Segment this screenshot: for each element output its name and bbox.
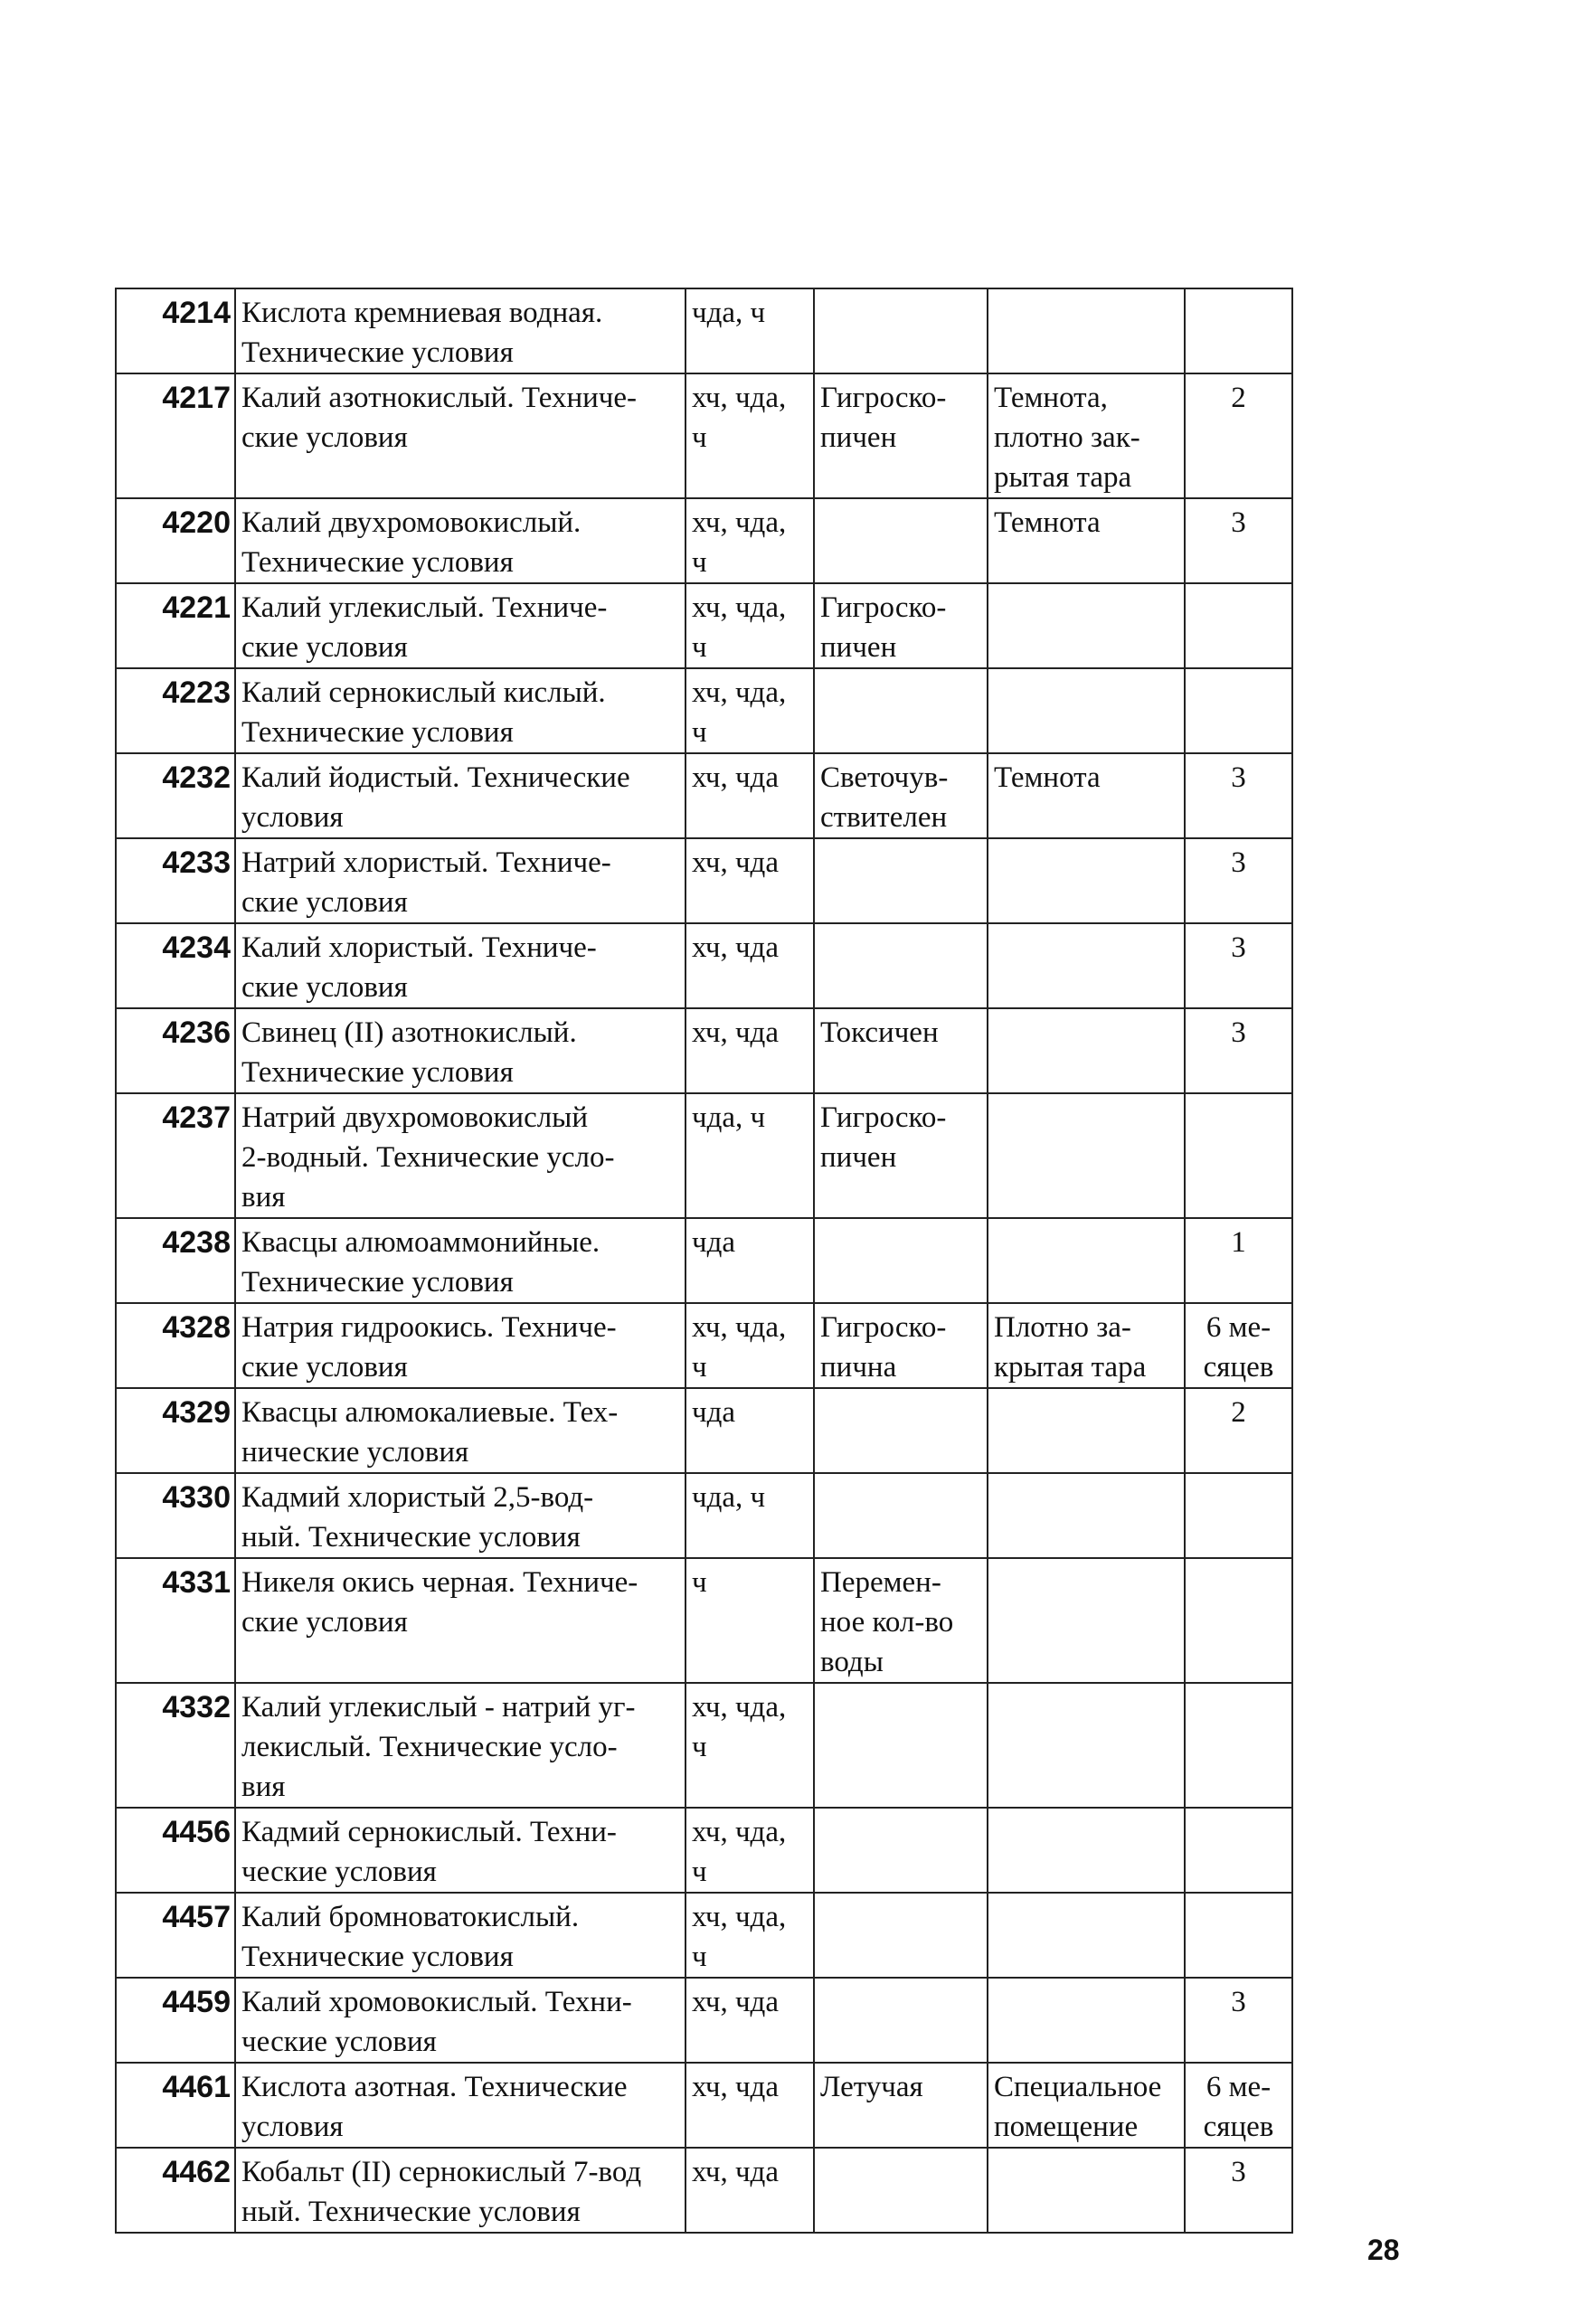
- row-name: Калий бромноватокислый. Технические условия: [235, 1893, 685, 1978]
- row-property: Летучая: [814, 2063, 988, 2148]
- row-conditions: [988, 2148, 1185, 2233]
- row-code: 4238: [116, 1218, 235, 1303]
- row-name: Кобальт (II) сернокислый 7-вод ный. Технические условия: [235, 2148, 685, 2233]
- table-row: [116, 583, 1292, 668]
- table-row: [116, 1893, 1292, 1978]
- row-code: 4331: [116, 1558, 235, 1683]
- row-conditions: [988, 1808, 1185, 1893]
- row-code: 4221: [116, 583, 235, 668]
- row-conditions: [988, 1218, 1185, 1303]
- row-grade: чда, ч: [685, 288, 814, 373]
- row-grade: хч, чда, ч: [685, 498, 814, 583]
- row-term: [1185, 1808, 1292, 1893]
- row-conditions: Плотно за- крытая тара: [988, 1303, 1185, 1388]
- table-row: [116, 1388, 1292, 1473]
- row-conditions: [988, 1978, 1185, 2063]
- row-grade: хч, чда, ч: [685, 583, 814, 668]
- row-term: 3: [1185, 753, 1292, 838]
- row-grade: чда, ч: [685, 1473, 814, 1558]
- row-term: [1185, 1893, 1292, 1978]
- row-name: Калий хлористый. Техниче- ские условия: [235, 923, 685, 1008]
- page-number: 28: [1367, 2234, 1400, 2266]
- row-name: Никеля окись черная. Техниче- ские условия: [235, 1558, 685, 1683]
- row-conditions: [988, 923, 1185, 1008]
- row-grade: хч, чда: [685, 2063, 814, 2148]
- row-code: 4332: [116, 1683, 235, 1808]
- row-property: Гигроско- пичен: [814, 583, 988, 668]
- row-property: [814, 923, 988, 1008]
- table-row: [116, 838, 1292, 923]
- row-term: 3: [1185, 1008, 1292, 1093]
- row-term: 3: [1185, 923, 1292, 1008]
- row-term: [1185, 1473, 1292, 1558]
- row-term: 6 ме- сяцев: [1185, 1303, 1292, 1388]
- row-name: Калий сернокислый кислый. Технические условия: [235, 668, 685, 753]
- row-grade: хч, чда: [685, 923, 814, 1008]
- row-name: Калий двухромовокислый. Технические условия: [235, 498, 685, 583]
- row-property: Перемен- ное кол-во воды: [814, 1558, 988, 1683]
- row-code: 4456: [116, 1808, 235, 1893]
- row-grade: чда: [685, 1218, 814, 1303]
- table-row: [116, 753, 1292, 838]
- table-row: [116, 2148, 1292, 2233]
- row-property: [814, 1808, 988, 1893]
- row-name: Свинец (II) азотнокислый. Технические условия: [235, 1008, 685, 1093]
- row-code: 4236: [116, 1008, 235, 1093]
- row-name: Кислота азотная. Технические условия: [235, 2063, 685, 2148]
- standards-table-body: [116, 288, 1292, 2233]
- row-name: Калий хромовокислый. Техни- ческие условия: [235, 1978, 685, 2063]
- row-property: [814, 1893, 988, 1978]
- row-property: Гигроско- пичен: [814, 1093, 988, 1218]
- row-conditions: Темнота, плотно зак- рытая тара: [988, 373, 1185, 498]
- row-code: 4220: [116, 498, 235, 583]
- row-name: Калий углекислый - натрий уг- лекислый. Технические усло- вия: [235, 1683, 685, 1808]
- row-name: Квасцы алюмоаммонийные. Технические условия: [235, 1218, 685, 1303]
- row-conditions: Темнота: [988, 498, 1185, 583]
- row-term: [1185, 583, 1292, 668]
- row-code: 4234: [116, 923, 235, 1008]
- row-property: Светочув- ствителен: [814, 753, 988, 838]
- row-term: [1185, 1683, 1292, 1808]
- row-grade: хч, чда: [685, 753, 814, 838]
- row-grade: хч, чда, ч: [685, 1303, 814, 1388]
- row-grade: хч, чда: [685, 2148, 814, 2233]
- row-property: [814, 2148, 988, 2233]
- row-name: Натрий хлористый. Техниче- ские условия: [235, 838, 685, 923]
- table-row: [116, 1808, 1292, 1893]
- row-conditions: [988, 1008, 1185, 1093]
- standards-table: [115, 288, 1293, 2234]
- row-grade: ч: [685, 1558, 814, 1683]
- row-term: 3: [1185, 2148, 1292, 2233]
- table-row: [116, 668, 1292, 753]
- row-name: Калий йодистый. Технические условия: [235, 753, 685, 838]
- row-grade: хч, чда: [685, 1008, 814, 1093]
- row-property: [814, 1388, 988, 1473]
- row-code: 4330: [116, 1473, 235, 1558]
- row-grade: чда: [685, 1388, 814, 1473]
- row-code: 4329: [116, 1388, 235, 1473]
- row-code: 4457: [116, 1893, 235, 1978]
- row-grade: хч, чда, ч: [685, 1683, 814, 1808]
- row-property: [814, 838, 988, 923]
- row-code: 4328: [116, 1303, 235, 1388]
- row-code: 4214: [116, 288, 235, 373]
- row-grade: хч, чда, ч: [685, 1808, 814, 1893]
- table-row: [116, 1218, 1292, 1303]
- row-conditions: [988, 1683, 1185, 1808]
- row-property: [814, 1218, 988, 1303]
- row-grade: хч, чда: [685, 838, 814, 923]
- row-property: [814, 498, 988, 583]
- row-term: 3: [1185, 838, 1292, 923]
- row-code: 4237: [116, 1093, 235, 1218]
- table-row: [116, 1473, 1292, 1558]
- row-term: 1: [1185, 1218, 1292, 1303]
- row-conditions: [988, 1893, 1185, 1978]
- row-property: Токсичен: [814, 1008, 988, 1093]
- row-term: [1185, 1093, 1292, 1218]
- row-term: 2: [1185, 373, 1292, 498]
- row-property: [814, 1473, 988, 1558]
- row-conditions: [988, 1558, 1185, 1683]
- row-grade: хч, чда, ч: [685, 1893, 814, 1978]
- row-name: Кислота кремниевая водная. Технические условия: [235, 288, 685, 373]
- row-code: 4461: [116, 2063, 235, 2148]
- row-conditions: [988, 838, 1185, 923]
- row-code: 4232: [116, 753, 235, 838]
- row-code: 4223: [116, 668, 235, 753]
- row-property: Гигроско- пична: [814, 1303, 988, 1388]
- row-conditions: [988, 1473, 1185, 1558]
- table-row: [116, 1093, 1292, 1218]
- row-grade: хч, чда: [685, 1978, 814, 2063]
- row-term: [1185, 288, 1292, 373]
- row-code: 4217: [116, 373, 235, 498]
- row-name: Квасцы алюмокалиевые. Тех- нические условия: [235, 1388, 685, 1473]
- row-conditions: [988, 1388, 1185, 1473]
- row-property: [814, 1683, 988, 1808]
- row-term: 3: [1185, 1978, 1292, 2063]
- row-conditions: [988, 668, 1185, 753]
- row-grade: хч, чда, ч: [685, 668, 814, 753]
- table-row: [116, 1008, 1292, 1093]
- row-conditions: Темнота: [988, 753, 1185, 838]
- row-name: Калий углекислый. Техниче- ские условия: [235, 583, 685, 668]
- row-conditions: [988, 1093, 1185, 1218]
- row-term: [1185, 1558, 1292, 1683]
- row-grade: чда, ч: [685, 1093, 814, 1218]
- row-property: [814, 668, 988, 753]
- table-row: [116, 1978, 1292, 2063]
- table-row: [116, 373, 1292, 498]
- row-code: 4233: [116, 838, 235, 923]
- row-property: [814, 1978, 988, 2063]
- row-conditions: [988, 583, 1185, 668]
- row-code: 4462: [116, 2148, 235, 2233]
- row-term: [1185, 668, 1292, 753]
- row-conditions: Специальное помещение: [988, 2063, 1185, 2148]
- table-row: [116, 1683, 1292, 1808]
- row-conditions: [988, 288, 1185, 373]
- row-term: 2: [1185, 1388, 1292, 1473]
- row-term: 3: [1185, 498, 1292, 583]
- row-grade: хч, чда, ч: [685, 373, 814, 498]
- row-code: 4459: [116, 1978, 235, 2063]
- row-name: Натрия гидроокись. Техниче- ские условия: [235, 1303, 685, 1388]
- table-row: [116, 923, 1292, 1008]
- row-name: Кадмий хлористый 2,5-вод- ный. Технические условия: [235, 1473, 685, 1558]
- table-row: [116, 498, 1292, 583]
- row-term: 6 ме- сяцев: [1185, 2063, 1292, 2148]
- table-row: [116, 1303, 1292, 1388]
- table-row: [116, 2063, 1292, 2148]
- row-property: [814, 288, 988, 373]
- row-property: Гигроско- пичен: [814, 373, 988, 498]
- table-row: [116, 288, 1292, 373]
- row-name: Калий азотнокислый. Техниче- ские условия: [235, 373, 685, 498]
- row-name: Кадмий сернокислый. Техни- ческие условия: [235, 1808, 685, 1893]
- table-row: [116, 1558, 1292, 1683]
- row-name: Натрий двухромовокислый 2-водный. Технические усло- вия: [235, 1093, 685, 1218]
